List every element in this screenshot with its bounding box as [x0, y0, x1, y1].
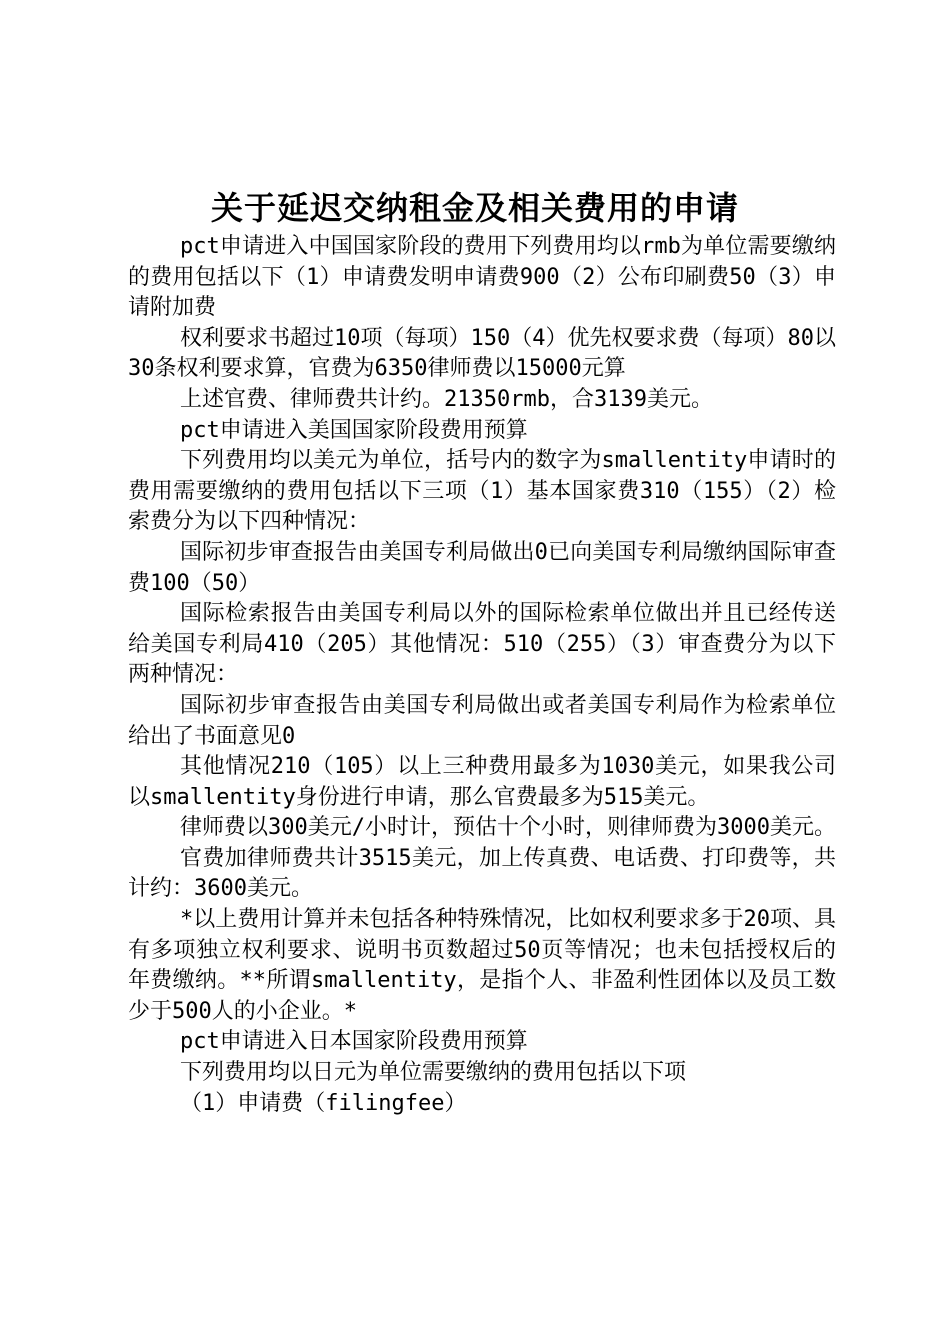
paragraph-us-search-case-1: 国际初步审查报告由美国专利局做出0已向美国专利局缴纳国际审查费100（50）: [128, 539, 836, 596]
document-title: 关于延迟交纳租金及相关费用的申请: [210, 189, 739, 227]
paragraph-cn-total: 上述官费、律师费共计约。21350rmb，合3139美元。: [180, 386, 713, 412]
paragraph-jp-heading: pct申请进入日本国家阶段费用预算: [180, 1029, 528, 1055]
paragraph-claims-fees: 权利要求书超过10项（每项）150（4）优先权要求费（每项）80以30条权利要求算，官费为6350律师费以15000元算: [128, 325, 836, 382]
paragraph-us-attorney-fee: 律师费以300美元/小时计，预估十个小时，则律师费为3000美元。: [180, 815, 836, 841]
paragraph-jp-fees: 下列费用均以日元为单位需要缴纳的费用包括以下项: [180, 1060, 687, 1086]
paragraph-us-exam-other: 其他情况210（105）以上三种费用最多为1030美元，如果我公司以smallentity身份进行申请，那么官费最多为515美元。: [128, 754, 836, 810]
paragraph-cn-fees: pct申请进入中国国家阶段的费用下列费用均以rmb为单位需要缴纳的费用包括以下（1）申请费发明申请费900（2）公布印刷费50（3）申请附加费: [128, 234, 836, 321]
paragraph-us-heading: pct申请进入美国国家阶段费用预算: [180, 417, 528, 443]
paragraph-jp-filing-fee: （1）申请费（filingfee）: [180, 1090, 467, 1116]
paragraph-us-exam-case-1: 国际初步审查报告由美国专利局做出或者美国专利局作为检索单位给出了书面意见0: [128, 692, 836, 749]
document-body: [128, 232, 836, 1119]
paragraph-us-fees: 下列费用均以美元为单位，括号内的数字为smallentity申请时的费用需要缴纳的费用包括以下三项（1）基本国家费310（155）（2）检索费分为以下四种情况：: [128, 448, 836, 535]
paragraph-us-search-case-2: 国际检索报告由美国专利局以外的国际检索单位做出并且已经传送给美国专利局410（205）其他情况：510（255）（3）审查费分为以下两种情况：: [128, 601, 836, 688]
paragraph-us-total: 官费加律师费共计3515美元，加上传真费、电话费、打印费等，共计约：3600美元。: [128, 845, 836, 902]
paragraph-us-note: *以上费用计算并未包括各种特殊情况，比如权利要求多于20项、具有多项独立权利要求、说明书页数超过50页等情况；也未包括授权后的年费缴纳。**所谓smallentity，是指个人、非盈利性团体以及员工数少于500人的小企业。*: [128, 907, 836, 1024]
